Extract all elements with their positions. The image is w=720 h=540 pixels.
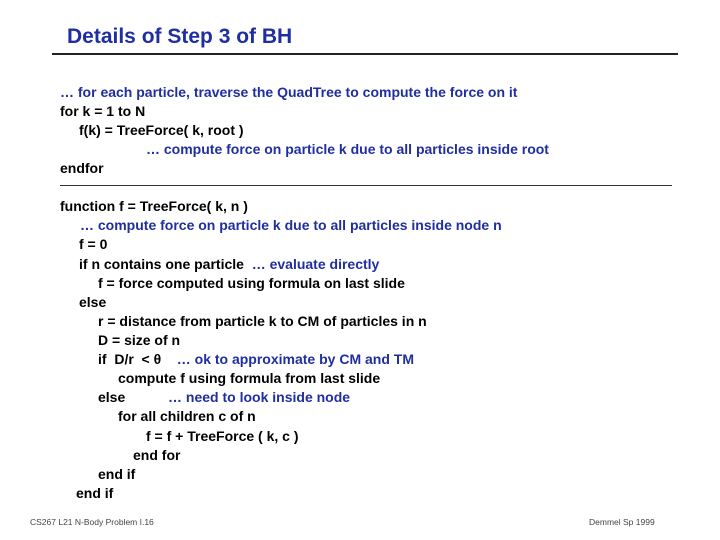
code-text: end if [76,485,114,501]
code-text: f = f + TreeForce ( k, c ) [146,428,299,444]
code-text: D = size of n [98,332,181,348]
code-text: for all children c of n [118,408,256,424]
code-text: for k = 1 to N [60,103,146,119]
footer-right: Demmel Sp 1999 [589,517,655,527]
code-line [60,103,145,119]
footer-left: CS267 L21 N-Body Problem I.16 [30,517,154,527]
code-line [98,275,405,291]
title-rule [52,53,678,55]
code-text: if D/r < θ [98,351,177,367]
code-line [146,428,299,444]
comment-text: … evaluate directly [251,256,380,272]
code-line [80,217,502,233]
code-text: f = 0 [79,236,108,252]
code-line [60,198,248,214]
code-line [79,236,107,252]
code-line [98,332,180,348]
comment-text: … for each particle, traverse the QuadTree to compute the force on it [60,84,518,100]
code-line [98,466,135,482]
code-text: r = distance from particle k to CM of particles in n [98,313,427,329]
section-divider [60,185,672,186]
code-line [118,408,256,424]
code-line [60,160,104,176]
code-text: end if [98,466,136,482]
code-text: function f = TreeForce( k, n ) [60,198,248,214]
code-line [79,256,379,272]
code-line [98,313,427,329]
code-text: end for [133,447,181,463]
code-line [98,389,350,405]
code-text: else [98,389,169,405]
code-line [98,351,414,367]
code-line [133,447,180,463]
code-text: f = force computed using formula on last slide [98,275,405,291]
comment-text: … compute force on particle k due to all particles inside root [146,141,549,157]
code-line [79,122,244,138]
code-line [146,141,549,157]
comment-text: … compute force on particle k due to all particles inside node n [80,217,502,233]
code-text: endfor [60,160,104,176]
code-line [60,84,517,100]
code-line [118,370,380,386]
code-line [76,485,113,501]
code-text: else [79,294,107,310]
slide-title: Details of Step 3 of BH [67,25,293,48]
code-text: compute f using formula from last slide [118,370,381,386]
code-line [79,294,106,310]
code-text: f(k) = TreeForce( k, root ) [79,122,244,138]
comment-text: … ok to approximate by CM and TM [176,351,414,367]
code-text: if n contains one particle [79,256,252,272]
comment-text: … need to look inside node [168,389,351,405]
